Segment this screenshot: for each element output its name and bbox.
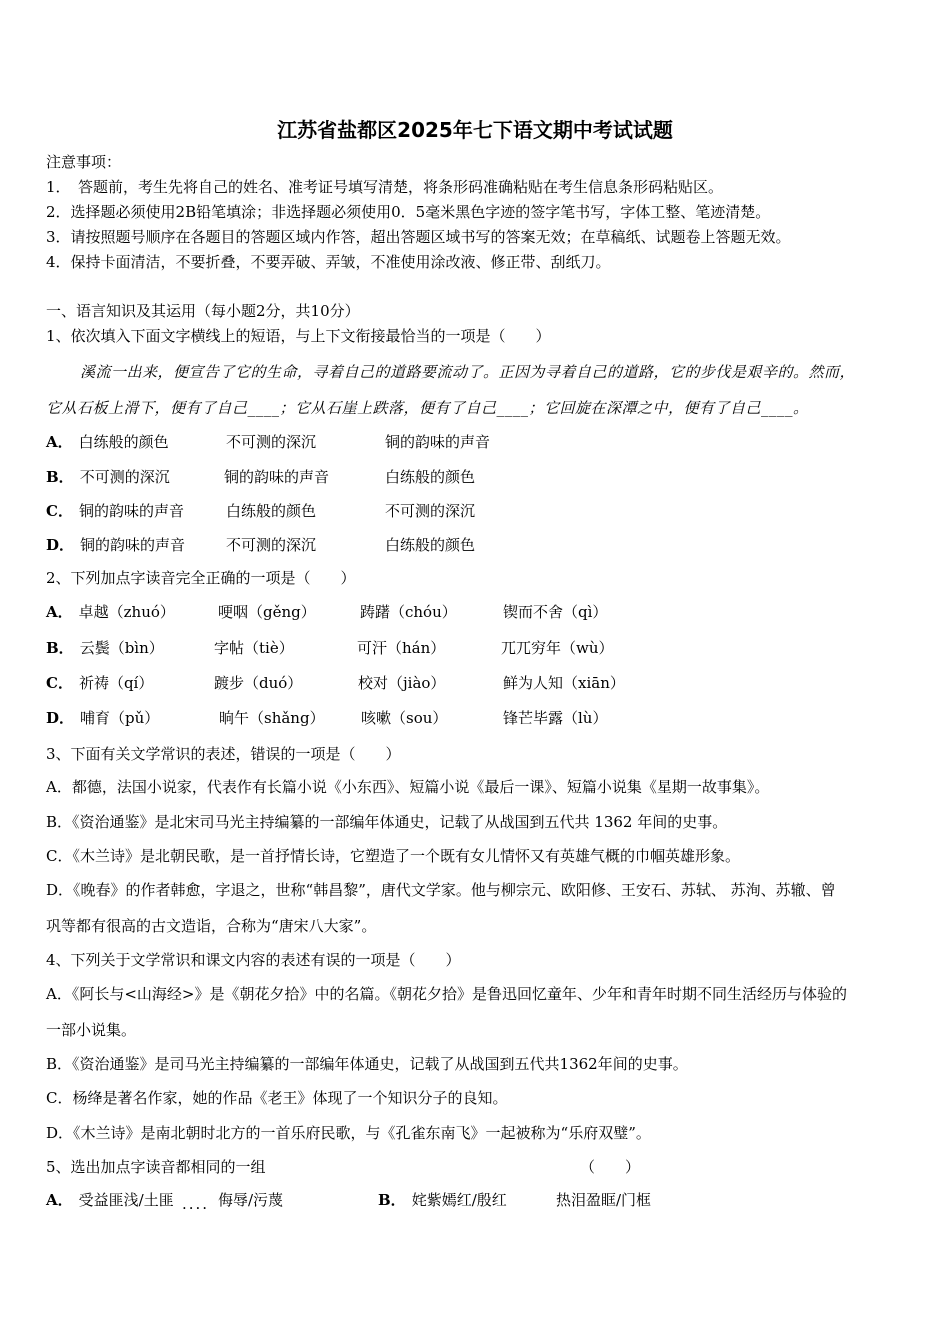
question-3-option-d[interactable]: D．《晚春》的作者韩愈，字退之，世称“韩昌黎”，唐代文学家。他与柳宗元、欧阳修、王安石、苏轼、 苏洵、苏辙、曾 <box>46 881 836 899</box>
option-text: 兀兀穷年（wù） <box>501 639 614 657</box>
option-text: 受益匪浅/土匪 <box>78 1191 174 1209</box>
section-heading: 一、语言知识及其运用（每小题2分，共10分） <box>46 302 360 320</box>
option-text: 校对（jiào） <box>358 674 446 692</box>
question-3-option-a[interactable]: A．都德，法国小说家，代表作有长篇小说《小东西》、短篇小说《最后一课》、短篇小说集《星期一故事集》。 <box>46 778 770 796</box>
emphasis-dots: .... <box>182 1195 210 1213</box>
question-4-option-d[interactable]: D．《木兰诗》是南北朝时北方的一首乐府民歌，与《孔雀东南飞》一起被称为“乐府双璧”。 <box>46 1124 651 1142</box>
option-text: 不可测的深沉 <box>79 468 170 486</box>
question-2-option-a[interactable] <box>46 602 926 622</box>
question-3-option-c[interactable]: C．《木兰诗》是北朝民歌，是一首抒情长诗，它塑造了一个既有女儿情怀又有英雄气概的巾帼英雄形象。 <box>46 847 740 865</box>
option-text: 踱步（duó） <box>214 674 303 692</box>
option-text: 白练般的颜色 <box>78 433 169 451</box>
option-text: 卓越（zhuó） <box>78 603 175 621</box>
option-label: A． <box>46 603 73 621</box>
question-3-option-b[interactable]: B．《资治通鉴》是北宋司马光主持编纂的一部编年体通史，记载了从战国到五代共 1362 年间的史事。 <box>46 813 728 831</box>
option-label: C． <box>46 502 73 520</box>
option-text: 可汗（hán） <box>357 639 446 657</box>
question-4-option-b[interactable]: B．《资治通鉴》是司马光主持编纂的一部编年体通史，记载了从战国到五代共1362年间的史事。 <box>46 1055 688 1073</box>
option-label: B． <box>46 639 74 657</box>
option-text: 晌午（shǎng） <box>219 709 325 727</box>
question-1-option-b[interactable] <box>46 467 926 487</box>
option-text: 铜的韵味的声音 <box>224 468 330 486</box>
option-label: A． <box>46 433 73 451</box>
option-text: 鲜为人知（xiān） <box>503 674 625 692</box>
option-text: 不可测的深沉 <box>385 502 476 520</box>
option-label: D． <box>46 536 75 554</box>
option-text: 哺育（pǔ） <box>80 709 160 727</box>
option-text: 云鬓（bìn） <box>79 639 164 657</box>
option-text: 铜的韵味的声音 <box>385 433 491 451</box>
option-text: 踌躇（chóu） <box>360 603 457 621</box>
question-3-option-d-cont: 巩等都有很高的古文造诣，合称为“唐宋八大家”。 <box>46 917 377 935</box>
page-title: 江苏省盐都区2025年七下语文期中考试试题 <box>277 118 673 142</box>
option-label: D． <box>46 709 75 727</box>
question-1-option-c[interactable] <box>46 501 926 521</box>
notice-item: 4．保持卡面清洁，不要折叠，不要弄破、弄皱，不准使用涂改液、修正带、刮纸刀。 <box>46 253 611 271</box>
option-text: 侮辱/污蔑 <box>218 1191 284 1209</box>
option-text: 哽咽（gěng） <box>218 603 316 621</box>
question-5-stem: 5、选出加点字读音都相同的一组 <box>46 1158 266 1176</box>
question-5-options[interactable] <box>46 1190 926 1213</box>
option-text: 咳嗽（sou） <box>361 709 448 727</box>
question-1-passage: 溪流一出来，便宣告了它的生命，寻着自己的道路要流动了。正因为寻着自己的道路，它的步伐是艰辛的。然而， <box>80 363 856 381</box>
option-text: 白练般的颜色 <box>385 536 476 554</box>
option-text: 热泪盈眶/门框 <box>556 1191 652 1209</box>
question-2-stem: 2、下列加点字读音完全正确的一项是（ ） <box>46 569 356 587</box>
notice-item: 3．请按照题号顺序在各题目的答题区域内作答，超出答题区域书写的答案无效；在草稿纸、试题卷上答题无效。 <box>46 228 791 246</box>
option-label: B． <box>46 468 74 486</box>
question-4-stem: 4、下列关于文学常识和课文内容的表述有误的一项是（ ） <box>46 951 461 969</box>
option-text: 不可测的深沉 <box>226 536 317 554</box>
notice-item: 2．选择题必须使用2B铅笔填涂；非选择题必须使用0．5毫米黑色字迹的签字笔书写，字体工整、笔迹清楚。 <box>46 203 771 221</box>
question-4-option-c[interactable]: C．杨绛是著名作家，她的作品《老王》体现了一个知识分子的良知。 <box>46 1089 508 1107</box>
option-text: 字帖（tiè） <box>214 639 294 657</box>
option-label: A． <box>46 1191 73 1209</box>
notice-heading: 注意事项： <box>46 153 122 171</box>
question-1-option-d[interactable] <box>46 535 926 555</box>
option-text: 不可测的深沉 <box>226 433 317 451</box>
question-4-option-a-cont: 一部小说集。 <box>46 1021 137 1039</box>
question-3-stem: 3、下面有关文学常识的表述，错误的一项是（ ） <box>46 745 401 763</box>
question-4-option-a[interactable]: A．《阿长与<山海经>》是《朝花夕拾》中的名篇。《朝花夕拾》是鲁迅回忆童年、少年和青年时期不同生活经历与体验的 <box>46 985 847 1003</box>
option-text: 锲而不舍（qì） <box>503 603 608 621</box>
option-text: 铜的韵味的声音 <box>78 502 184 520</box>
answer-parentheses: （ ） <box>580 1158 641 1176</box>
option-text: 白练般的颜色 <box>226 502 317 520</box>
question-2-option-b[interactable] <box>46 638 926 658</box>
option-text: 锋芒毕露（lù） <box>503 709 608 727</box>
option-text: 白练般的颜色 <box>385 468 476 486</box>
question-1-option-a[interactable] <box>46 432 926 452</box>
option-text: 姹紫嫣红/殷红 <box>411 1191 507 1209</box>
option-label: B． <box>378 1191 406 1209</box>
question-2-option-d[interactable] <box>46 708 926 728</box>
question-1-stem: 1、依次填入下面文字横线上的短语，与上下文衔接最恰当的一项是（ ） <box>46 327 551 345</box>
option-text: 铜的韵味的声音 <box>80 536 186 554</box>
notice-item: 1． 答题前，考生先将自己的姓名、准考证号填写清楚，将条形码准确粘贴在考生信息条形码粘贴区。 <box>46 178 724 196</box>
option-text: 祈祷（qí） <box>78 674 154 692</box>
option-label: C． <box>46 674 73 692</box>
question-1-passage: 它从石板上滑下，便有了自己____；它从石崖上跌落，便有了自己____；它回旋在深潭之中，便有了自己____。 <box>46 399 809 417</box>
question-2-option-c[interactable] <box>46 673 926 693</box>
